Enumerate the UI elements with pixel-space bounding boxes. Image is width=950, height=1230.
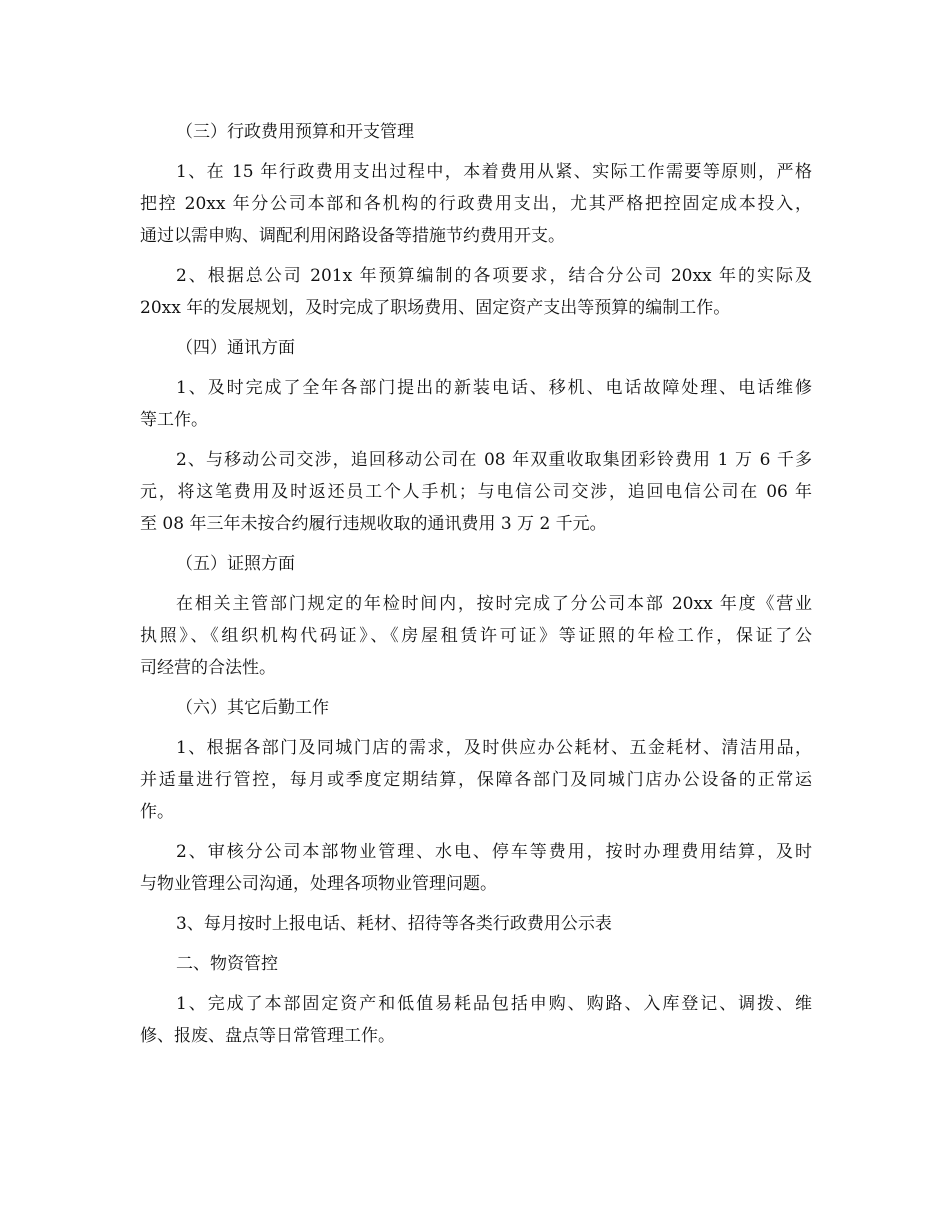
paragraph-line: 20xx 年的发展规划，及时完成了职场费用、固定资产支出等预算的编制工作。 — [140, 298, 731, 318]
paragraph-phone-service — [140, 372, 812, 436]
paragraph-line: 执照》、《组织机构代码证》、《房屋租赁许可证》等证照的年检工作，保证了公 — [140, 626, 812, 646]
paragraph-property-fees — [140, 836, 812, 900]
section-heading-licenses: （五）证照方面 — [176, 554, 295, 574]
paragraph-line: 与物业管理公司沟通，处理各项物业管理问题。 — [140, 874, 497, 894]
paragraph-line: 1、及时完成了全年各部门提出的新装电话、移机、电话故障处理、电话维修 — [176, 378, 812, 398]
paragraph-line: 通过以需申购、调配利用闲路设备等措施节约费用开支。 — [140, 226, 565, 246]
paragraph-budget — [140, 260, 812, 324]
paragraph-line: 1、根据各部门及同城门店的需求，及时供应办公耗材、五金耗材、清洁用品， — [176, 738, 812, 758]
paragraph-line: 至 08 年三年未按合约履行违规收取的通讯费用 3 万 2 千元。 — [140, 514, 607, 534]
paragraph-line: 3、每月按时上报电话、耗材、招待等各类行政费用公示表 — [176, 914, 612, 934]
paragraph-line: 司经营的合法性。 — [140, 658, 276, 678]
paragraph-line: 2、与移动公司交涉，追回移动公司在 08 年双重收取集团彩铃费用 1 万 6 千多 — [176, 450, 812, 470]
paragraph-annual-inspection — [140, 588, 812, 684]
paragraph-line: 等工作。 — [140, 410, 208, 430]
paragraph-fee-recovery — [140, 444, 812, 540]
document-page — [140, 116, 812, 1052]
paragraph-line: 在相关主管部门规定的年检时间内，按时完成了分公司本部 20xx 年度《营业 — [176, 594, 812, 614]
section-heading-admin-expense: （三）行政费用预算和开支管理 — [176, 122, 414, 142]
paragraph-line: 元，将这笔费用及时返还员工个人手机；与电信公司交涉，追回电信公司在 06 年 — [140, 482, 812, 502]
paragraph-line: 修、报废、盘点等日常管理工作。 — [140, 1026, 395, 1046]
paragraph-line: 并适量进行管控，每月或季度定期结算，保障各部门及同城门店办公设备的正常运 — [140, 770, 812, 790]
paragraph-expense-control — [140, 156, 812, 252]
section-heading-materials: 二、物资管控 — [176, 954, 278, 974]
section-heading-logistics: （六）其它后勤工作 — [176, 698, 329, 718]
paragraph-line: 作。 — [140, 802, 174, 822]
section-heading-communication: （四）通讯方面 — [176, 338, 295, 358]
paragraph-line: 1、在 15 年行政费用支出过程中，本着费用从紧、实际工作需要等原则，严格 — [176, 162, 812, 182]
paragraph-line: 1、完成了本部固定资产和低值易耗品包括申购、购路、入库登记、调拨、维 — [176, 994, 812, 1014]
paragraph-asset-management — [140, 988, 812, 1052]
paragraph-expense-report — [140, 908, 812, 940]
paragraph-line: 2、审核分公司本部物业管理、水电、停车等费用，按时办理费用结算，及时 — [176, 842, 812, 862]
paragraph-line: 2、根据总公司 201x 年预算编制的各项要求，结合分公司 20xx 年的实际及 — [176, 266, 812, 286]
paragraph-supplies — [140, 732, 812, 828]
paragraph-line: 把控 20xx 年分公司本部和各机构的行政费用支出，尤其严格把控固定成本投入， — [140, 194, 812, 214]
